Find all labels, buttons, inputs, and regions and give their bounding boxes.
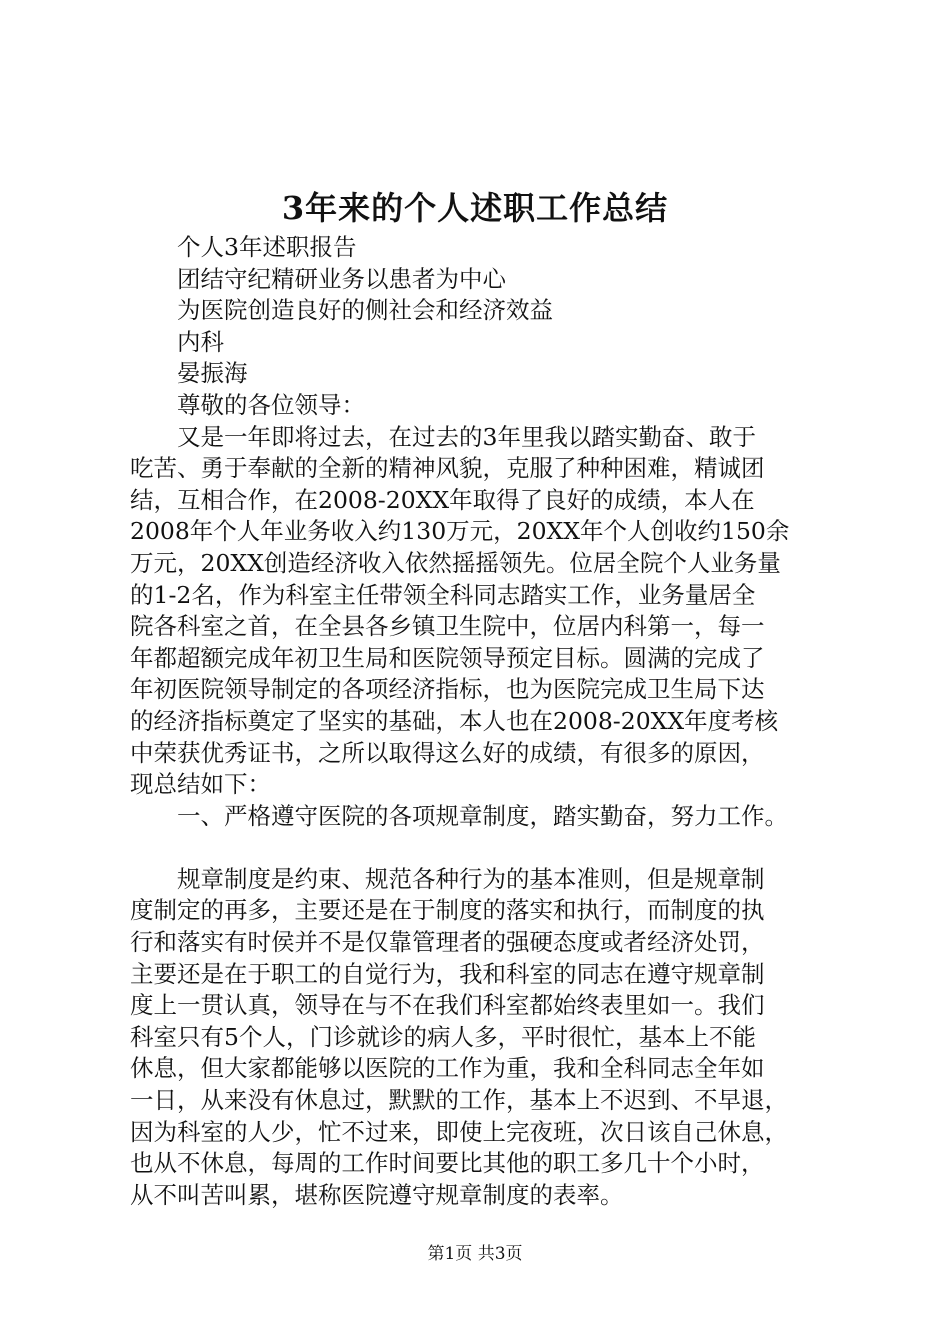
text-line: 中荣获优秀证书，之所以取得这么好的成绩，有很多的原因， [130,738,765,767]
text-line: 年初医院领导制定的各项经济指标，也为医院完成卫生局下达 [130,675,765,704]
section-heading: 一、严格遵守医院的各项规章制度，踏实勤奋，努力工作。 [177,801,788,830]
text-line: 一日，从来没有休息过，默默的工作，基本上不迟到、不早退， [130,1086,788,1115]
text-line: 度制定的再多，主要还是在于制度的落实和执行，而制度的执 [130,896,765,925]
text-line-motto-1: 团结守纪精研业务以患者为中心 [177,264,506,293]
text-line-salutation: 尊敬的各位领导： [177,390,365,419]
document-body [130,232,850,1211]
page-footer: 第1页 共3页 [427,1244,523,1264]
text-line-author: 晏振海 [177,359,248,388]
text-line: 吃苦、勇于奉献的全新的精神风貌，克服了种种困难，精诚团 [130,454,765,483]
text-line: 主要还是在于职工的自觉行为，我和科室的同志在遵守规章制 [130,959,765,988]
text-line: 院各科室之首，在全县各乡镇卫生院中，位居内科第一，每一 [130,612,765,641]
text-line: 因为科室的人少，忙不过来，即使上完夜班，次日该自己休息， [130,1117,788,1146]
text-line: 又是一年即将过去，在过去的3年里我以踏实勤奋、敢于 [177,422,756,451]
text-line: 万元，20XX创造经济收入依然摇摇领先。位居全院个人业务量 [130,548,781,577]
text-line-department: 内科 [177,327,224,356]
text-line: 也从不休息，每周的工作时间要比其他的职工多几十个小时， [130,1149,765,1178]
text-line: 的1-2名，作为科室主任带领全科同志踏实工作，业务量居全 [130,580,756,609]
text-line: 的经济指标奠定了坚实的基础，本人也在2008-20XX年度考核 [130,706,779,735]
text-line: 规章制度是约束、规范各种行为的基本准则，但是规章制 [177,864,765,893]
text-line: 从不叫苦叫累，堪称医院遵守规章制度的表率。 [130,1180,624,1209]
text-line-subtitle: 个人3年述职报告 [177,233,357,261]
blank-line [130,832,850,864]
document-title: 3年来的个人述职工作总结 [281,189,669,227]
text-line: 结，互相合作，在2008-20XX年取得了良好的成绩，本人在 [130,485,755,514]
text-line: 现总结如下： [130,770,271,799]
text-line: 年都超额完成年初卫生局和医院领导预定目标。圆满的完成了 [130,643,765,672]
text-line: 科室只有5个人，门诊就诊的病人多，平时很忙，基本上不能 [130,1022,756,1051]
text-line: 行和落实有时侯并不是仅靠管理者的强硬态度或者经济处罚， [130,928,765,957]
text-line-motto-2: 为医院创造良好的侧社会和经济效益 [177,296,553,325]
text-line: 休息，但大家都能够以医院的工作为重，我和全科同志全年如 [130,1054,765,1083]
text-line: 2008年个人年业务收入约130万元，20XX年个人创收约150余 [130,517,790,546]
text-line: 度上一贯认真，领导在与不在我们科室都始终表里如一。我们 [130,991,765,1020]
